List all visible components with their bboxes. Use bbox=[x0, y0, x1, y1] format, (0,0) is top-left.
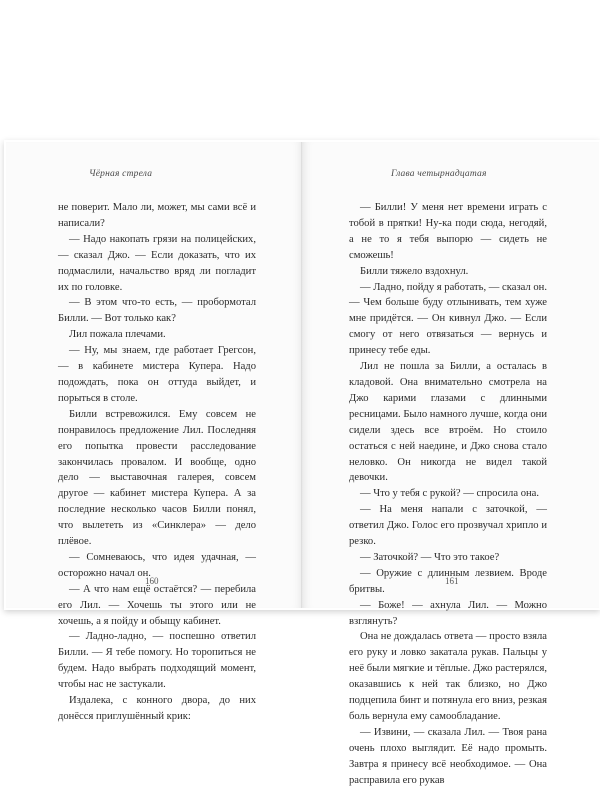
left-running-head: Чёрная стрела bbox=[89, 169, 153, 179]
right-page-text bbox=[349, 200, 547, 789]
left-page-number: 160 bbox=[145, 576, 159, 586]
paragraph: — Боже! — ахнула Лил. — Можно взглянуть? bbox=[349, 599, 547, 627]
paragraph: — Ну, мы знаем, где работает Грегсон, — в кабинете мистера Купера. Надо подождать, пока он оттуда выйдет, и порыться в столе. bbox=[58, 345, 256, 404]
right-page-number: 161 bbox=[445, 576, 459, 586]
paragraph: — Ладно, пойду я работать, — сказал он. — Чем больше буду отлынивать, тем хуже мне придётся. — Он кивнул Джо. — Если смогу от него отвязаться — вернусь и принесу тебе еды. bbox=[349, 281, 547, 357]
paragraph: — Сомневаюсь, что идея удачная, — осторожно начал он. bbox=[58, 551, 256, 579]
paragraph: не поверит. Мало ли, может, мы сами всё и написали? bbox=[58, 202, 256, 229]
paragraph: Она не дождалась ответа — просто взяла его руку и ловко закатала рукав. Пальцы у неё были мягкие и тёплые. Джо растерялся, оказавшись к ней так близко, но Джо подцепила бинт и потянула его вниз, резкая боль вернула ему самообладание. bbox=[349, 631, 547, 722]
paragraph: — Заточкой? — Что это такое? bbox=[360, 551, 500, 563]
right-page bbox=[303, 142, 599, 786]
paragraph: — Что у тебя с рукой? — спросила она. bbox=[360, 488, 540, 500]
paragraph: — Оружие с длинным лезвием. Вроде бритвы. bbox=[349, 567, 547, 595]
paragraph: — Извини, — сказала Лил. — Твоя рана очень плохо выглядит. Её надо промыть. Завтра я принесу всё необходимое. — Она расправила его рукав bbox=[349, 726, 547, 786]
left-page-text bbox=[58, 200, 256, 725]
paragraph: Лил пожала плечами. bbox=[69, 329, 166, 341]
paragraph: — Билли! У меня нет времени играть с тобой в прятки! Ну-ка поди сюда, негодяй, а не то я тебя выпорю — сидеть не сможешь! bbox=[349, 202, 547, 261]
paragraph: — В этом что-то есть, — пробормотал Билли. — Вот только как? bbox=[58, 297, 256, 325]
paragraph: — Ладно-ладно, — поспешно ответил Билли. — Я тебе помогу. Но торопиться не будем. Надо выбрать подходящий момент, чтобы нас не застукали. bbox=[58, 631, 256, 691]
paragraph: Билли тяжело вздохнул. bbox=[360, 265, 469, 277]
paragraph: Лил не пошла за Билли, а осталась в кладовой. Она внимательно смотрела на Джо карими глазами с длинными ресницами. Было намного лучше, когда они сидели здесь все втроём. Но стоило остаться с ней наедине, и Джо снова стало неловко. Он никогда не видел такой девочки. bbox=[349, 361, 548, 484]
left-page bbox=[6, 142, 302, 722]
paragraph: — На меня напали с заточкой, — ответил Джо. Голос его прозвучал хрипло и резко. bbox=[349, 504, 547, 548]
paragraph: Издалека, с конного двора, до них донёсся приглушённый крик: bbox=[58, 695, 256, 722]
paragraph: Билли встревожился. Ему совсем не понравилось предложение Лил. Последняя его попытка провести расследование закончилась провалом. И вообще, одно дело — выставочная галерея, совсем другое — кабинет мистера Купера. А за последние несколько часов Билли понял, что вылететь из «Синклера» — дело плёвое. bbox=[58, 408, 256, 548]
right-running-head: Глава четырнадцатая bbox=[391, 169, 487, 179]
paragraph: — Надо накопать грязи на полицейских, — сказал Джо. — Если доказать, что их подмаслили, начальство вряд ли погладит их по головке. bbox=[58, 233, 256, 293]
paragraph: — А что нам ещё остаётся? — перебила его Лил. — Хочешь ты этого или не хочешь, а я пойду и обыщу кабинет. bbox=[58, 583, 256, 627]
